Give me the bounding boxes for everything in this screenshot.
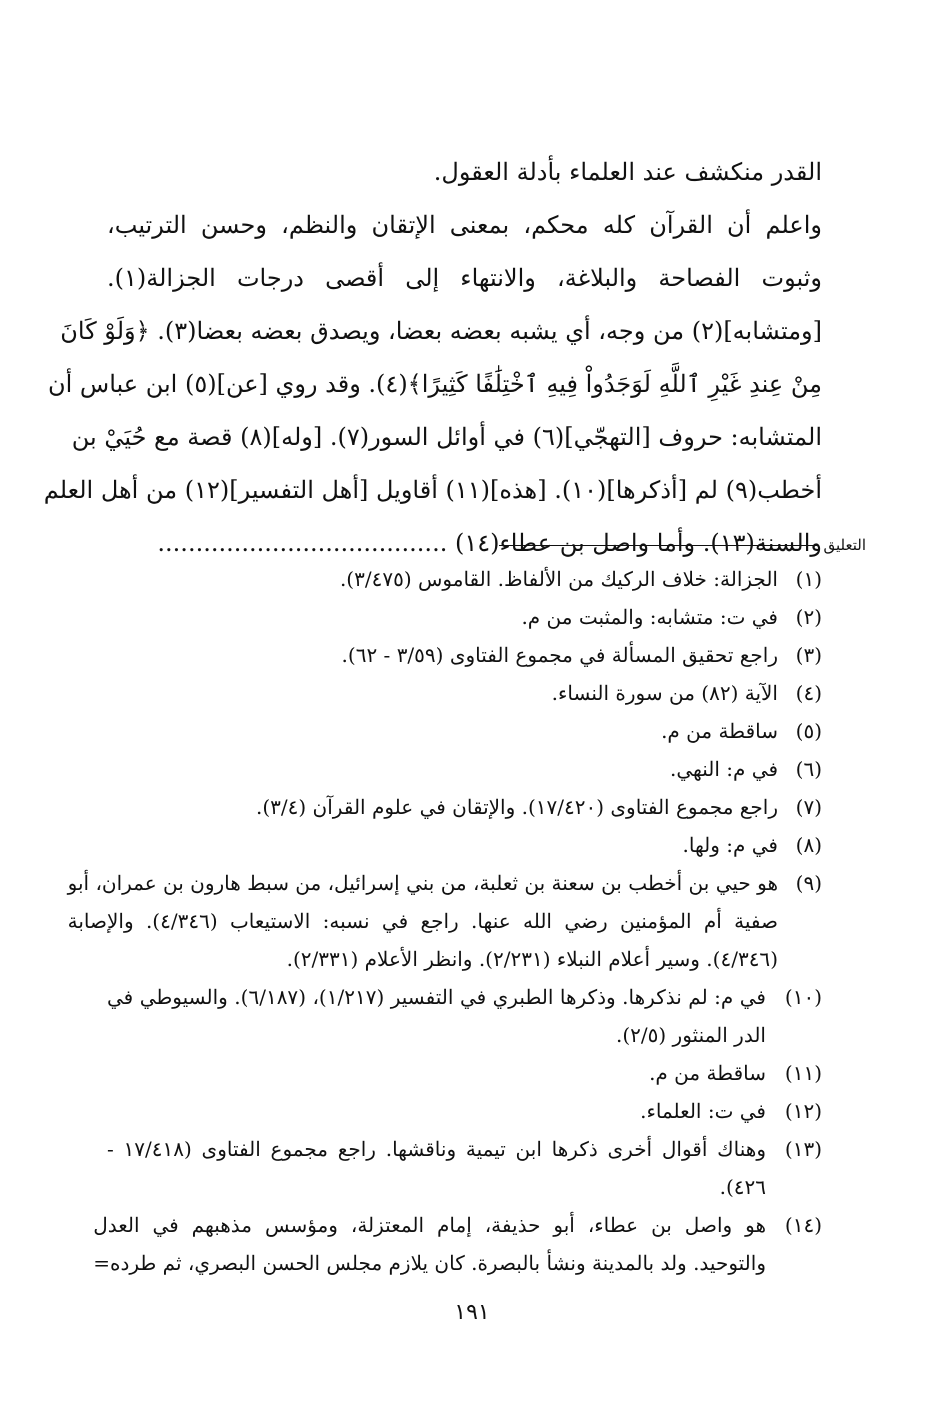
footnote bbox=[107, 712, 822, 750]
footnote-text: في ت: متشابه: والمثبت من م. bbox=[521, 605, 778, 629]
footnote-text: في ت: العلماء. bbox=[640, 1099, 766, 1123]
footnote bbox=[107, 598, 822, 636]
footnote bbox=[107, 1054, 822, 1092]
footnote bbox=[107, 788, 822, 826]
footnote-text: والتوحيد. ولد بالمدينة ونشأ بالبصرة. كان يلازم مجلس الحسن البصري، ثم طرده= bbox=[93, 1251, 766, 1275]
footnote-text: (٤/٣٤٦). وسير أعلام النبلاء (٢/٢٣١). وانظر الأعلام (٢/٣٣١). bbox=[286, 947, 778, 971]
footnote-number: (٧) bbox=[795, 795, 822, 819]
footnote-number: (٤) bbox=[795, 681, 822, 705]
main-text bbox=[43, 146, 822, 570]
footnote-number: (٢) bbox=[795, 605, 822, 629]
footnote bbox=[107, 750, 822, 788]
footnote-text: في م: ولها. bbox=[682, 833, 778, 857]
footnote-text: الجزالة: خلاف الركيك من الألفاظ. القاموس (٣/٤٧٥). bbox=[339, 567, 778, 591]
footnote-text: ساقطة من م. bbox=[661, 719, 778, 743]
body-line: وثبوت الفصاحة والبلاغة، والانتهاء إلى أقصى درجات الجزالة(١). bbox=[107, 264, 822, 292]
footnote-number: (٦) bbox=[795, 757, 822, 781]
footnote bbox=[93, 1206, 822, 1282]
body-line: مِنْ عِندِ غَيْرِ ٱللَّهِ لَوَجَدُواْ فِيهِ ٱخْتِلَٰفًا كَثِيرًا﴾(٤). وقد روي [عن](٥) ابن عباس أن bbox=[48, 370, 822, 398]
footnote-text: الدر المنثور (٢/٥). bbox=[615, 1023, 766, 1047]
footnote bbox=[107, 978, 822, 1054]
body-line: المتشابه: حروف [التهجّي](٦) في أوائل السور(٧). [وله](٨) قصة مع حُيَيْ بن bbox=[71, 423, 822, 451]
footnote bbox=[107, 560, 822, 598]
body-line: والسنة(١٣). وأما واصل بن عطاء(١٤) ...................................... bbox=[157, 529, 822, 557]
footnote-text: في م: لم نذكرها. وذكرها الطبري في التفسير (١/٢١٧)، (٦/١٨٧). والسيوطي في bbox=[107, 985, 766, 1009]
footnote-text: هو واصل بن عطاء، أبو حذيفة، إمام المعتزلة، ومؤسس مذهبهم في العدل bbox=[93, 1213, 766, 1237]
footnote bbox=[107, 1092, 822, 1130]
footnote-text: الآية (٨٢) من سورة النساء. bbox=[551, 681, 778, 705]
commentary-label: التعليق bbox=[823, 536, 866, 554]
footnote-number: (١) bbox=[795, 567, 822, 591]
footnote-number: (١٠) bbox=[784, 985, 822, 1009]
footnote bbox=[67, 864, 822, 978]
footnote bbox=[107, 1130, 822, 1206]
footnote-text: ساقطة من م. bbox=[649, 1061, 766, 1085]
body-line: واعلم أن القرآن كله محكم، بمعنى الإتقان والنظم، وحسن الترتيب، bbox=[107, 211, 822, 239]
body-line: أخطب(٩) لم [أذكرها](١٠). [هذه](١١) أقاويل [أهل التفسير](١٢) من أهل العلم bbox=[43, 476, 822, 504]
footnote-text: هو حيي بن أخطب بن سعنة بن ثعلبة، من بني إسرائيل، من سبط هارون بن عمران، أبو bbox=[67, 871, 778, 895]
footnote bbox=[107, 636, 822, 674]
footnote-text: راجع مجموع الفتاوى (١٧/٤٢٠). والإتقان في علوم القرآن (٣/٤). bbox=[255, 795, 778, 819]
footnote-number: (١٣) bbox=[784, 1137, 822, 1161]
footnote-text: في م: النهي. bbox=[670, 757, 778, 781]
commentary-separator bbox=[106, 533, 866, 557]
footnote-number: (٥) bbox=[795, 719, 822, 743]
footnote-number: (٨) bbox=[795, 833, 822, 857]
footnote-number: (٩) bbox=[795, 871, 822, 895]
footnote-text: صفية أم المؤمنين رضي الله عنها. راجع في نسبه: الاستيعاب (٤/٣٤٦). والإصابة bbox=[67, 909, 778, 933]
footnotes bbox=[67, 560, 822, 1282]
footnote bbox=[107, 826, 822, 864]
footnote-text: ٤٢٦). bbox=[719, 1175, 766, 1199]
footnote-number: (١٢) bbox=[784, 1099, 822, 1123]
page-number: ١٩١ bbox=[454, 1300, 490, 1325]
separator-rule bbox=[499, 545, 819, 546]
body-line: القدر منكشف عند العلماء بأدلة العقول. bbox=[433, 158, 822, 186]
footnote bbox=[107, 674, 822, 712]
footnote-number: (٣) bbox=[795, 643, 822, 667]
footnote-text: وهناك أقوال أخرى ذكرها ابن تيمية وناقشها. راجع مجموع الفتاوى (١٧/٤١٨ - bbox=[107, 1137, 766, 1161]
footnote-number: (١٤) bbox=[784, 1213, 822, 1237]
footnote-text: راجع تحقيق المسألة في مجموع الفتاوى (٣/٥٩ - ٦٢). bbox=[341, 643, 778, 667]
body-line: [ومتشابه](٢) من وجه، أي يشبه بعضه بعضا، ويصدق بعضه بعضا(٣). ﴿وَلَوْ كَانَ bbox=[60, 317, 822, 345]
footnote-number: (١١) bbox=[784, 1061, 822, 1085]
